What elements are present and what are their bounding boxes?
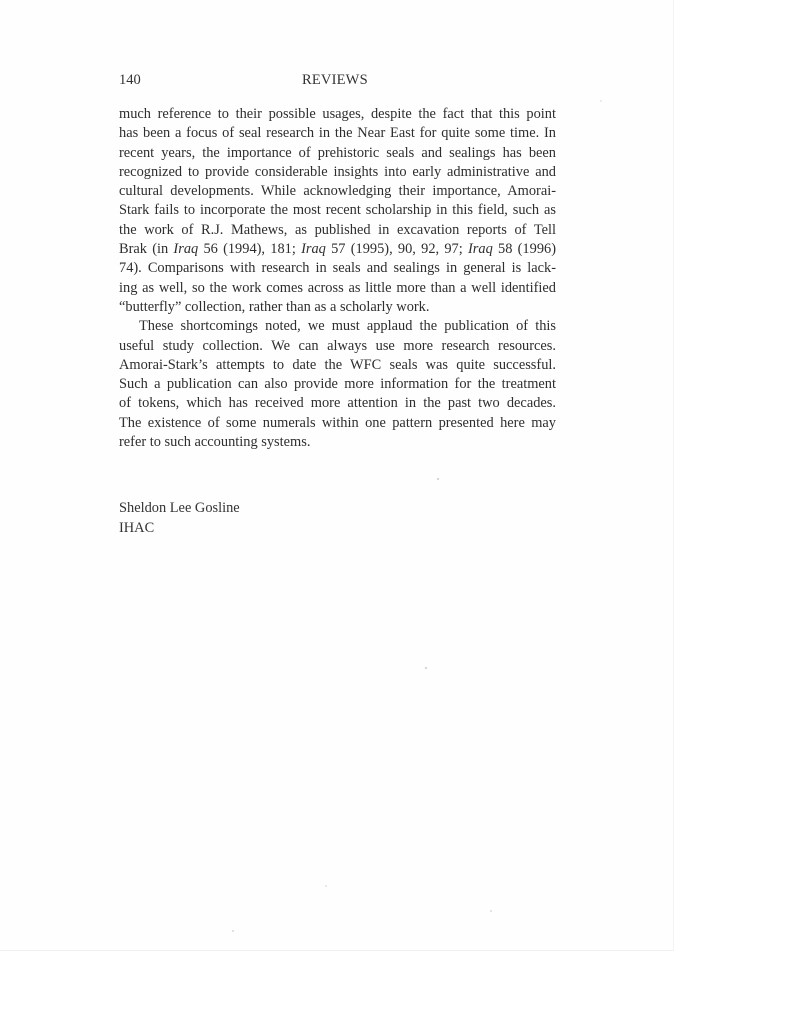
text-segment: 58 (1996) xyxy=(492,241,556,258)
text-line: recognized to provide considerable insights into early administrative and xyxy=(119,163,556,180)
text-line-citation xyxy=(119,240,556,259)
text-line: has been a focus of seal research in the Near East for quite some time. In xyxy=(119,125,556,142)
text-line: “butterfly” collection, rather than as a scholarly work. xyxy=(119,298,430,315)
journal-title: Iraq xyxy=(467,241,493,258)
scan-speck xyxy=(232,930,234,932)
text-line: Stark fails to incorporate the most recent scholarship in this field, such as xyxy=(119,202,556,219)
journal-title: Iraq xyxy=(173,241,199,258)
text-line: Amorai-Stark’s attempts to date the WFC seals was quite successful. xyxy=(119,356,556,373)
paragraph-2 xyxy=(119,317,556,452)
text-line: the work of R.J. Mathews, as published in excavation reports of Tell xyxy=(119,221,556,238)
text-segment: 57 (1995), 90, 92, 97; xyxy=(325,241,468,258)
text-line: The existence of some numerals within one pattern presented here may xyxy=(119,414,556,431)
paragraph-1 xyxy=(119,105,556,317)
text-segment: 56 (1994), 181; xyxy=(198,241,302,258)
text-line: much reference to their possible usages, despite the fact that this point xyxy=(119,106,556,122)
scan-speck xyxy=(600,100,602,102)
text-line: These shortcomings noted, we must applaud the publication of this xyxy=(139,318,556,335)
reviewer-signature xyxy=(119,498,240,538)
text-line: Such a publication can also provide more information for the treatment xyxy=(119,376,556,393)
text-line: of tokens, which has received more attention in the past two decades. xyxy=(119,395,556,412)
scan-speck xyxy=(437,478,439,480)
text-line: cultural developments. While acknowledging their importance, Amorai- xyxy=(119,183,556,200)
reviewer-name: Sheldon Lee Gosline xyxy=(119,500,240,516)
review-body xyxy=(119,105,556,452)
reviewer-affiliation: IHAC xyxy=(119,520,155,536)
scan-speck xyxy=(490,910,492,912)
running-head xyxy=(119,72,556,90)
text-line: ing as well, so the work comes across as little more than a well identified xyxy=(119,279,556,296)
section-title: REVIEWS xyxy=(302,72,368,88)
page-number: 140 xyxy=(119,72,141,88)
text-line: useful study collection. We can always use more research resources. xyxy=(119,337,556,354)
text-line: 74). Comparisons with research in seals and sealings in general is lack- xyxy=(119,260,556,277)
text-segment: Brak (in xyxy=(119,241,174,258)
scan-speck xyxy=(425,667,427,669)
text-line: recent years, the importance of prehistoric seals and sealings has been xyxy=(119,144,556,161)
scan-speck xyxy=(325,885,327,887)
journal-title: Iraq xyxy=(301,241,326,258)
text-line: refer to such accounting systems. xyxy=(119,434,311,451)
